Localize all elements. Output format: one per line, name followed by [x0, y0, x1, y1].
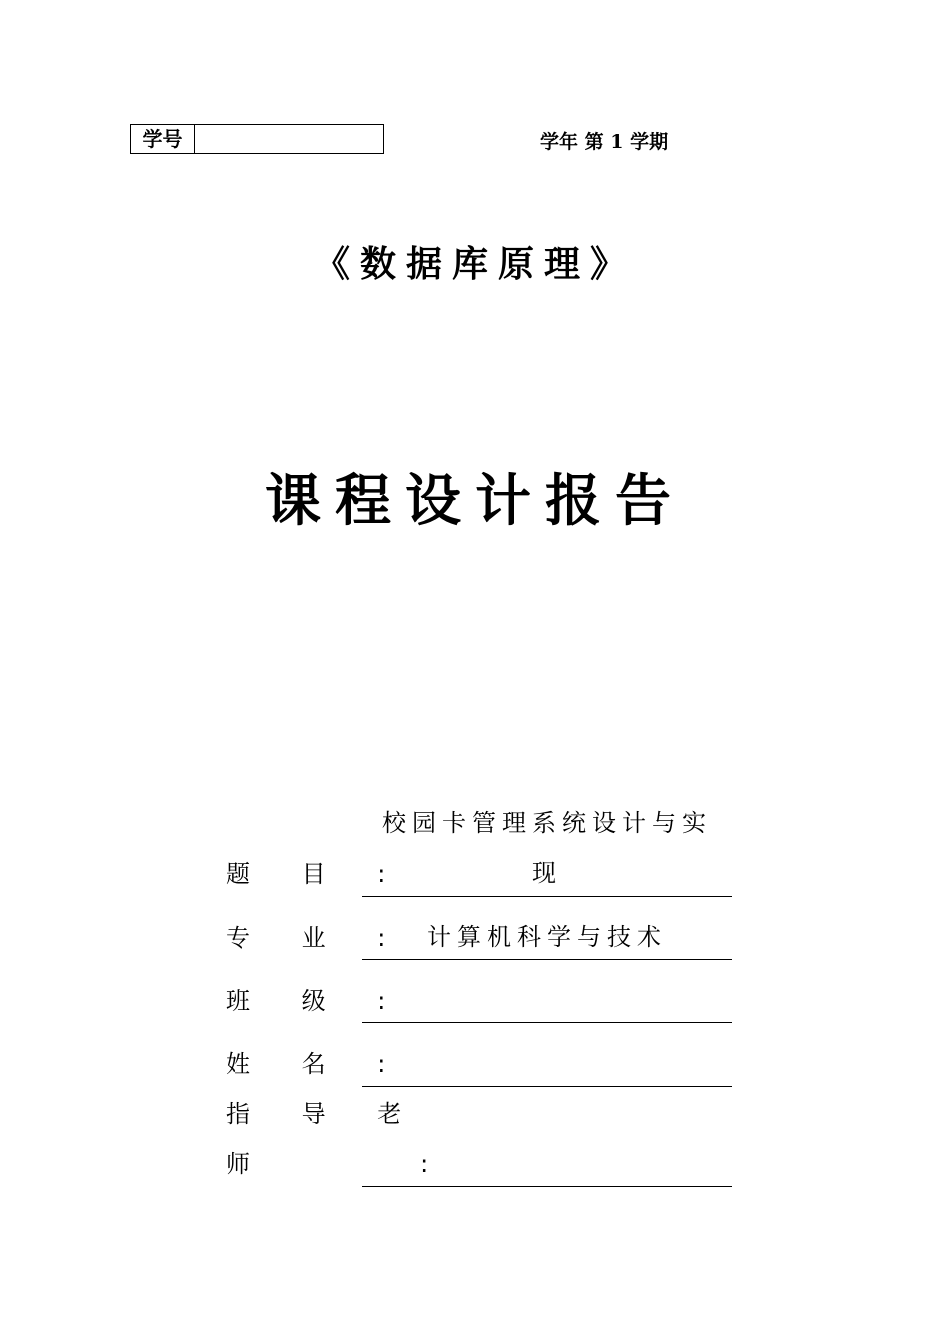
topic-label: 题 目 :: [226, 860, 408, 888]
student-id-box: [130, 124, 384, 154]
advisor-underline: [362, 1186, 732, 1187]
student-id-label: 学号: [131, 125, 195, 153]
student-id-field[interactable]: [195, 125, 383, 153]
topic-value-line1: 校园卡管理系统设计与实: [382, 809, 712, 837]
report-title: 课程设计报告: [265, 469, 685, 534]
name-underline: [362, 1086, 732, 1087]
term-label: 学年 第 1 学期: [540, 131, 669, 153]
major-underline: [362, 959, 732, 960]
major-label: 专 业 :: [226, 924, 408, 952]
advisor-label-line2: 师 :: [226, 1150, 451, 1178]
major-value: 计算机科学与技术: [427, 923, 667, 951]
topic-underline: [362, 896, 732, 897]
class-underline: [362, 1022, 732, 1023]
class-label: 班 级 :: [226, 987, 408, 1015]
course-title: 《数据库原理》: [313, 244, 636, 285]
advisor-label-line1: 指 导 老: [226, 1100, 424, 1128]
name-label: 姓 名 :: [226, 1050, 408, 1078]
topic-value-line2: 现: [532, 859, 562, 887]
